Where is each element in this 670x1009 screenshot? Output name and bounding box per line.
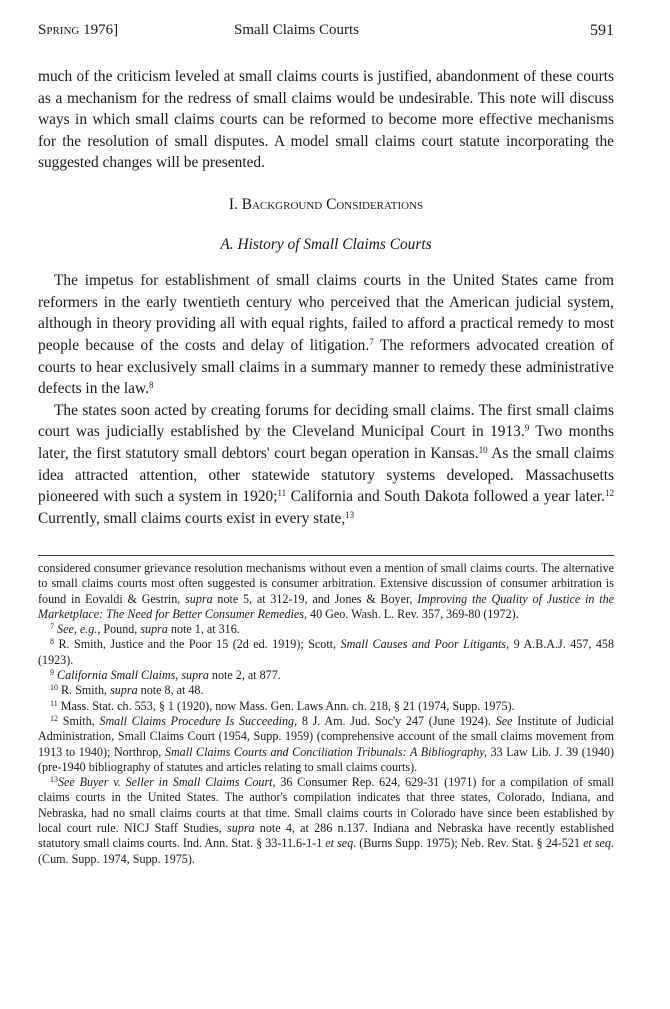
text-span: Smith, (58, 713, 100, 728)
footnote-ref: 9 (524, 423, 530, 434)
text-span: California and South Dakota followed a year later. (286, 488, 605, 506)
header-article-title: Small Claims Courts (234, 22, 360, 38)
text-span: Institute of Judicial Administration, Small Claims Court (1954, Supp. 1959) (comprehensive account of the small claims movement from 1913 to 1940); Northrop, (38, 713, 614, 759)
footnote-ref: 12 (605, 488, 614, 499)
footnote-number: 10 (50, 683, 58, 693)
footnote-9 (38, 668, 614, 683)
text-span: See (495, 713, 513, 728)
text-span: The impetus for establishment of small claims courts in the United States came from reformers in the early twentieth century who perceived that the American judicial system, although in theory providing all with equal rights, failed to afford a practical remedy to most people because of the costs and delay of litigation. (38, 272, 614, 354)
text-span: Small Claims Courts and Conciliation Tribunals: A Bibliography, (164, 744, 487, 759)
paragraph-impetus (38, 270, 614, 400)
footnote-continued (38, 561, 614, 622)
text-span: note 5, at 312-19, and Jones & Boyer, (212, 591, 418, 606)
text-span: California Small Claims, supra (57, 668, 209, 683)
text-span: note 4, at 286 n.137. Indiana and Nebraska have recently established statutory small claims courts. Ind. Ann. Stat. § 33-11.6-1-1 (38, 821, 614, 851)
text-span: supra (140, 622, 168, 637)
text-span: (Cum. Supp. 1974, Supp. 1975). (38, 851, 195, 866)
text-span: 40 Geo. Wash. L. Rev. 357, 369-80 (1972). (307, 606, 519, 621)
text-span: note 1, at 316. (167, 622, 240, 637)
text-span: The reformers advocated creation of courts to hear exclusively small claims in a summary manner to remedy these administrative defects in the law. (38, 336, 614, 398)
paragraph-states (38, 400, 614, 530)
footnote-11 (38, 699, 614, 714)
text-span: See, e.g., (57, 622, 101, 637)
text-span: (Burns Supp. 1975); Neb. Rev. Stat. § 24-521 (356, 836, 584, 851)
text-span: Currently, small claims courts exist in every state, (38, 509, 346, 527)
main-text (38, 66, 614, 529)
section-title: Background Considerations (241, 195, 424, 213)
footnote-divider (38, 555, 614, 556)
text-span: et seq. (583, 836, 614, 851)
text-span: considered consumer grievance resolution mechanisms without even a mention of small claims courts. The alternative to small claims courts most often suggested is consumer arbitration. Extensive discussion of consumer arbitration is found in Eovaldi & Gestrin, (38, 561, 614, 606)
text-span: supra (185, 591, 213, 606)
text-span: 36 Consumer Rep. 624, 629-31 (1971) for a compilation of small claims courts in the United States. The author's compilation indicates that three states, Colorado, Indiana, and Nebraska, had no small claims courts at that time. Small claims courts in Colorado have since been established by local court rule. NICJ Staff Studies, (38, 775, 614, 836)
footnote-number: 12 (50, 713, 58, 723)
page-number: 591 (590, 22, 614, 39)
running-header (38, 22, 614, 44)
text-span: Small Causes and Poor Litigants, (340, 637, 510, 652)
header-journal-issue: Spring 1976] (38, 22, 119, 38)
text-span: As the small claims idea attracted attention, other statewide statutory systems developed. Massachusetts pioneered with such a system in 1920; (38, 444, 615, 506)
footnote-number: 8 (50, 637, 54, 647)
footnote-ref: 11 (277, 488, 287, 499)
footnote-number: 9 (50, 668, 54, 678)
footnote-12 (38, 714, 614, 775)
text-span: Improving the Quality of Justice in the Marketplace: The Need for Better Consumer Remedies, (38, 591, 615, 621)
footnote-number: 11 (50, 698, 58, 708)
footnote-ref: 8 (148, 380, 154, 391)
text-span: Pound, (100, 622, 141, 637)
footnote-10 (38, 683, 614, 698)
text-span: R. Smith, (58, 683, 111, 698)
text-span: The states soon acted by creating forums for deciding small claims. The first small claims court was judicially established by the Cleveland Municipal Court in 1913. (38, 401, 614, 441)
footnote-ref: 10 (478, 444, 488, 455)
text-span: Small Claims Procedure Is Succeeding, (99, 713, 298, 728)
footnote-8 (38, 637, 614, 668)
footnote-number: 13 (50, 775, 58, 785)
footnote-number: 7 (50, 622, 54, 632)
text-span: et seq. (325, 836, 357, 851)
text-span: note 8, at 48. (137, 683, 204, 698)
subsection-heading: A. History of Small Claims Courts (220, 235, 432, 253)
text-span: supra (227, 821, 255, 836)
section-heading (38, 194, 614, 216)
footnotes (38, 561, 614, 867)
text-span: Mass. Stat. ch. 553, § 1 (1920), now Mass. Gen. Laws Ann. ch. 218, § 21 (1974, Supp. 1975). (57, 698, 515, 713)
text-span: note 2, at 877. (208, 668, 281, 683)
text-span: See Buyer v. Seller in Small Claims Court, (58, 775, 276, 790)
text-span: Two months later, the first statutory small debtors' court began operation in Kansas. (38, 423, 614, 462)
footnote-13 (38, 775, 614, 867)
text-span: 33 Law Lib. J. 39 (1940) (pre-1940 bibliography of statutes and articles relating to small claims courts). (38, 744, 615, 774)
footnote-ref: 7 (369, 336, 374, 347)
paragraph-continued: much of the criticism leveled at small claims courts is justified, abandonment of these courts as a mechanism for the redress of small claims would be undesirable. This note will discuss ways in which small claims courts can be reformed to become more effective mechanisms for the resolution of small disputes. A model small claims court statute incorporating the suggested changes will be presented. (38, 68, 614, 172)
text-span: supra (110, 683, 138, 698)
section-number: I. (228, 195, 238, 213)
footnote-7 (38, 622, 614, 637)
text-span: 9 A.B.A.J. 457, 458 (1923). (38, 637, 614, 667)
footnote-ref: 13 (345, 509, 355, 520)
text-span: 8 J. Am. Jud. Soc'y 247 (June 1924). (297, 713, 496, 728)
text-span: R. Smith, Justice and the Poor 15 (2d ed. 1919); Scott, (54, 637, 341, 652)
